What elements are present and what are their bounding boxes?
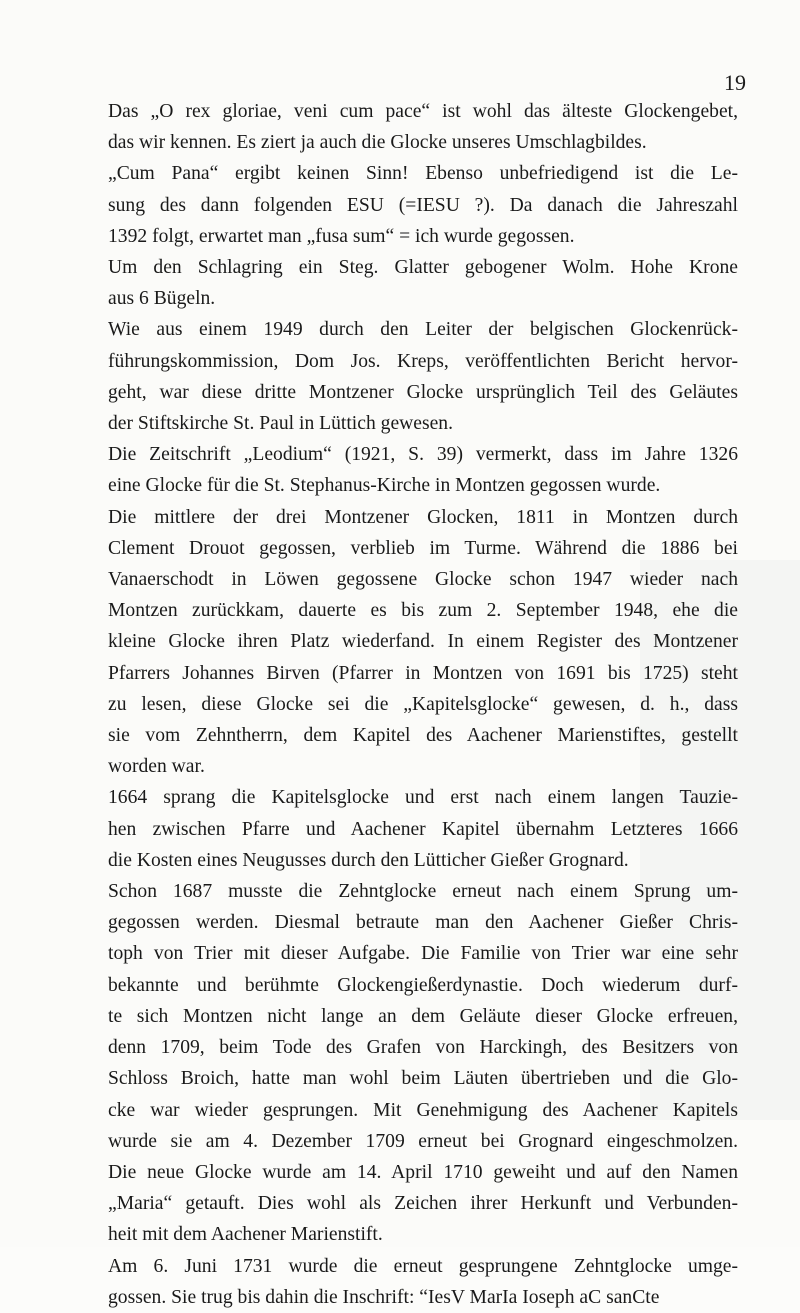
paragraph [108,96,738,158]
text-line: Schloss Broich, hatte man wohl beim Läuten übertrieben und die Glo- [108,1068,738,1090]
text-line: Schon 1687 musste die Zehntglocke erneut nach einem Sprung um- [108,881,738,903]
text-line: heit mit dem Aachener Marienstift. [108,1224,383,1246]
paragraph [108,439,738,501]
paragraph [108,314,738,439]
text-line: bekannte und berühmte Glockengießerdynastie. Doch wiederum durf- [108,974,738,996]
text-line: zu lesen, diese Glocke sei die „Kapitelsglocke“ gewesen, d. h., dass [108,693,738,715]
paragraph [108,158,738,252]
text-line: Clement Drouot gegossen, verblieb im Turme. Während die 1886 bei [108,537,738,559]
text-line: Montzen zurückkam, dauerte es bis zum 2. September 1948, ehe die [108,600,738,622]
text-line: die Kosten eines Neugusses durch den Lütticher Gießer Grognard. [108,849,629,871]
text-line: gossen. Sie trug bis dahin die Inschrift: “IesV MarIa Ioseph aC sanCte [108,1286,660,1308]
text-line: Die Zeitschrift „Leodium“ (1921, S. 39) vermerkt, dass im Jahre 1326 [108,444,738,466]
text-line: führungskommission, Dom Jos. Kreps, veröffentlichten Bericht hervor- [108,350,738,372]
text-line: Das „O rex gloriae, veni cum pace“ ist wohl das älteste Glockengebet, [108,101,738,122]
text-line: eine Glocke für die St. Stephanus-Kirche in Montzen gegossen wurde. [108,475,661,497]
text-line: „Maria“ getauft. Dies wohl als Zeichen ihrer Herkunft und Verbunden- [108,1193,738,1215]
text-line: Am 6. Juni 1731 wurde die erneut gesprungene Zehntglocke umge- [108,1255,738,1277]
text-line: toph von Trier mit dieser Aufgabe. Die Familie von Trier war eine sehr [108,943,738,965]
text-line: Vanaerschodt in Löwen gegossene Glocke schon 1947 wieder nach [108,569,738,591]
text-line: hen zwischen Pfarre und Aachener Kapitel übernahm Letzteres 1666 [108,818,738,840]
text-line: geht, war diese dritte Montzener Glocke ursprünglich Teil des Geläutes [108,381,738,403]
text-line: te sich Montzen nicht lange an dem Geläute dieser Glocke erfreuen, [108,1005,738,1027]
text-line: 1392 folgt, erwartet man „fusa sum“ = ich wurde gegossen. [108,225,575,247]
text-line: Die mittlere der drei Montzener Glocken, 1811 in Montzen durch [108,506,738,528]
paragraph [108,782,738,876]
text-line: das wir kennen. Es ziert ja auch die Glocke unseres Umschlagbildes. [108,132,647,154]
body-text [108,96,738,1313]
paragraph [108,502,738,783]
text-line: sie vom Zehntherrn, dem Kapitel des Aachener Marienstiftes, gestellt [108,725,738,747]
text-line: „Cum Pana“ ergibt keinen Sinn! Ebenso unbefriedigend ist die Le- [108,163,738,185]
text-line: der Stiftskirche St. Paul in Lüttich gewesen. [108,413,454,435]
paragraph [108,1251,738,1313]
text-line: aus 6 Bügeln. [108,288,216,310]
text-line: Die neue Glocke wurde am 14. April 1710 geweiht und auf den Namen [108,1161,738,1183]
text-line: kleine Glocke ihren Platz wiederfand. In einem Register des Montzener [108,631,738,653]
text-line: Um den Schlagring ein Steg. Glatter gebogener Wolm. Hohe Krone [108,257,738,279]
paragraph [108,876,738,1250]
text-line: sung des dann folgenden ESU (=IESU ?). Da danach die Jahreszahl [108,194,738,216]
text-line: worden war. [108,756,205,778]
page-number: 19 [724,70,746,95]
text-line: denn 1709, beim Tode des Grafen von Harckingh, des Besitzers von [108,1037,738,1059]
text-line: gegossen werden. Diesmal betraute man den Aachener Gießer Chris- [108,912,738,934]
text-line: wurde sie am 4. Dezember 1709 erneut bei Grognard eingeschmolzen. [108,1130,738,1152]
text-line: 1664 sprang die Kapitelsglocke und erst nach einem langen Tauzie- [108,787,738,809]
text-line: Pfarrers Johannes Birven (Pfarrer in Montzen von 1691 bis 1725) steht [108,662,738,684]
paragraph [108,252,738,314]
text-line: Wie aus einem 1949 durch den Leiter der belgischen Glockenrück- [108,319,738,341]
text-line: cke war wieder gesprungen. Mit Genehmigung des Aachener Kapitels [108,1099,738,1121]
